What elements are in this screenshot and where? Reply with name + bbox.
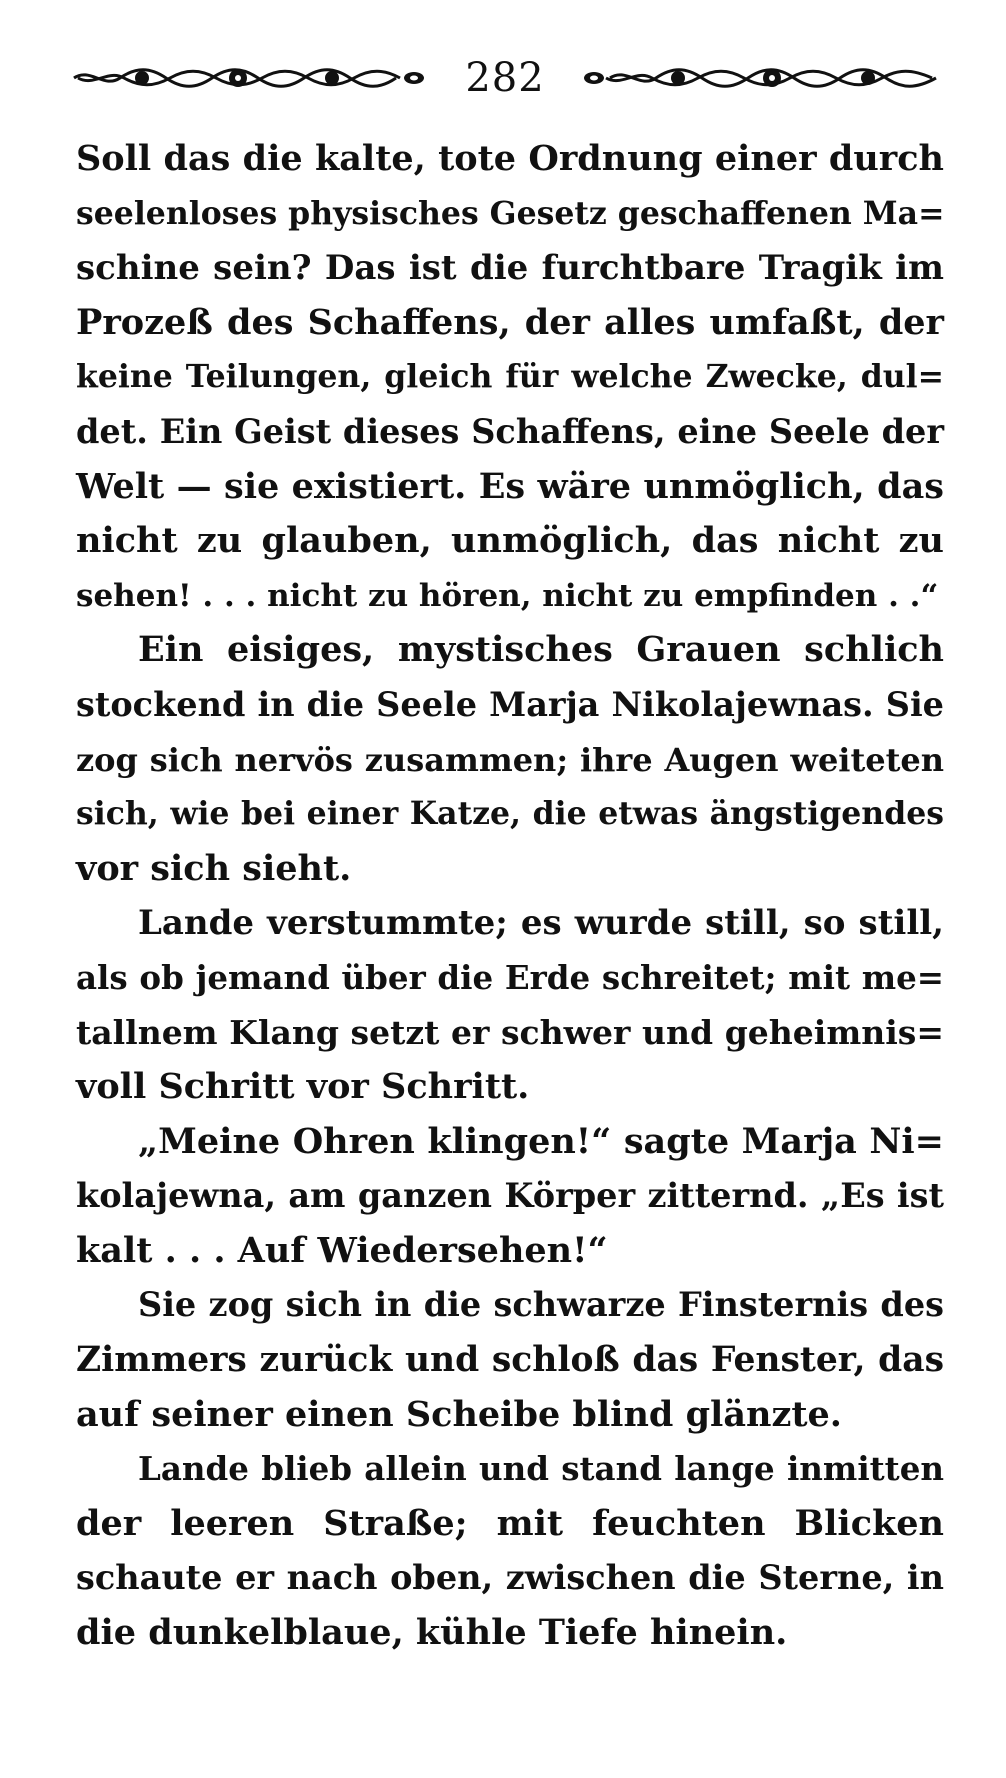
text-line: schine sein? Das ist die furchtbare Tragik im bbox=[76, 248, 944, 289]
text-line: sich, wie bei einer Katze, die etwas ängstigendes bbox=[76, 795, 944, 833]
text-line: tallnem Klang setzt er schwer und geheimnis= bbox=[76, 1012, 944, 1052]
vine-ornament-right-icon bbox=[580, 63, 940, 93]
text-line: vor sich sieht. bbox=[76, 847, 352, 889]
text-line: Lande blieb allein und stand lange inmitten bbox=[138, 1449, 944, 1489]
text-line: Lande verstummte; es wurde still, so still, bbox=[138, 903, 944, 944]
text-line: „Meine Ohren klingen!“ sagte Marja Ni= bbox=[138, 1120, 944, 1162]
text-line: nicht zu glauben, unmöglich, das nicht zu bbox=[76, 520, 944, 562]
text-line: seelenloses physisches Gesetz geschaffenen Ma= bbox=[76, 194, 945, 232]
text-line: det. Ein Geist dieses Schaffens, eine Seele der bbox=[76, 411, 944, 451]
text-line: Prozeß des Schaffens, der alles umfaßt, der bbox=[76, 301, 944, 343]
text-line: Soll das die kalte, tote Ordnung einer durch bbox=[76, 138, 944, 179]
text-line: die dunkelblaue, kühle Tiefe hinein. bbox=[76, 1612, 788, 1654]
text-line: kalt . . . Auf Wiedersehen!“ bbox=[76, 1229, 608, 1271]
body-text bbox=[76, 132, 944, 1661]
text-line: schaute er nach oben, zwischen die Sterne, in bbox=[76, 1558, 944, 1598]
text-line: als ob jemand über die Erde schreitet; mit me= bbox=[76, 957, 944, 997]
text-line: Welt — sie existiert. Es wäre unmöglich, das bbox=[76, 465, 944, 507]
page-header bbox=[70, 48, 940, 108]
text-line: zog sich nervös zusammen; ihre Augen weiteten bbox=[76, 740, 944, 779]
text-line: der leeren Straße; mit feuchten Blicken bbox=[76, 1502, 944, 1544]
text-line: kolajewna, am ganzen Körper zitternd. „Es ist bbox=[76, 1176, 944, 1216]
text-line: stockend in die Seele Marja Nikolajewnas. Sie bbox=[76, 684, 944, 724]
page-number: 282 bbox=[465, 55, 545, 101]
text-line: auf seiner einen Scheibe blind glänzte. bbox=[76, 1393, 842, 1435]
text-line: Sie zog sich in die schwarze Finsternis des bbox=[138, 1285, 944, 1325]
vine-ornament-left-icon bbox=[70, 63, 430, 93]
text-line: Ein eisiges, mystisches Grauen schlich bbox=[138, 629, 944, 671]
text-line: Zimmers zurück und schloß das Fenster, das bbox=[76, 1340, 944, 1381]
text-line: keine Teilungen, gleich für welche Zwecke, dul= bbox=[76, 358, 944, 396]
text-line: sehen! . . . nicht zu hören, nicht zu empfinden . .“ bbox=[76, 577, 939, 614]
text-line: voll Schritt vor Schritt. bbox=[76, 1066, 530, 1108]
